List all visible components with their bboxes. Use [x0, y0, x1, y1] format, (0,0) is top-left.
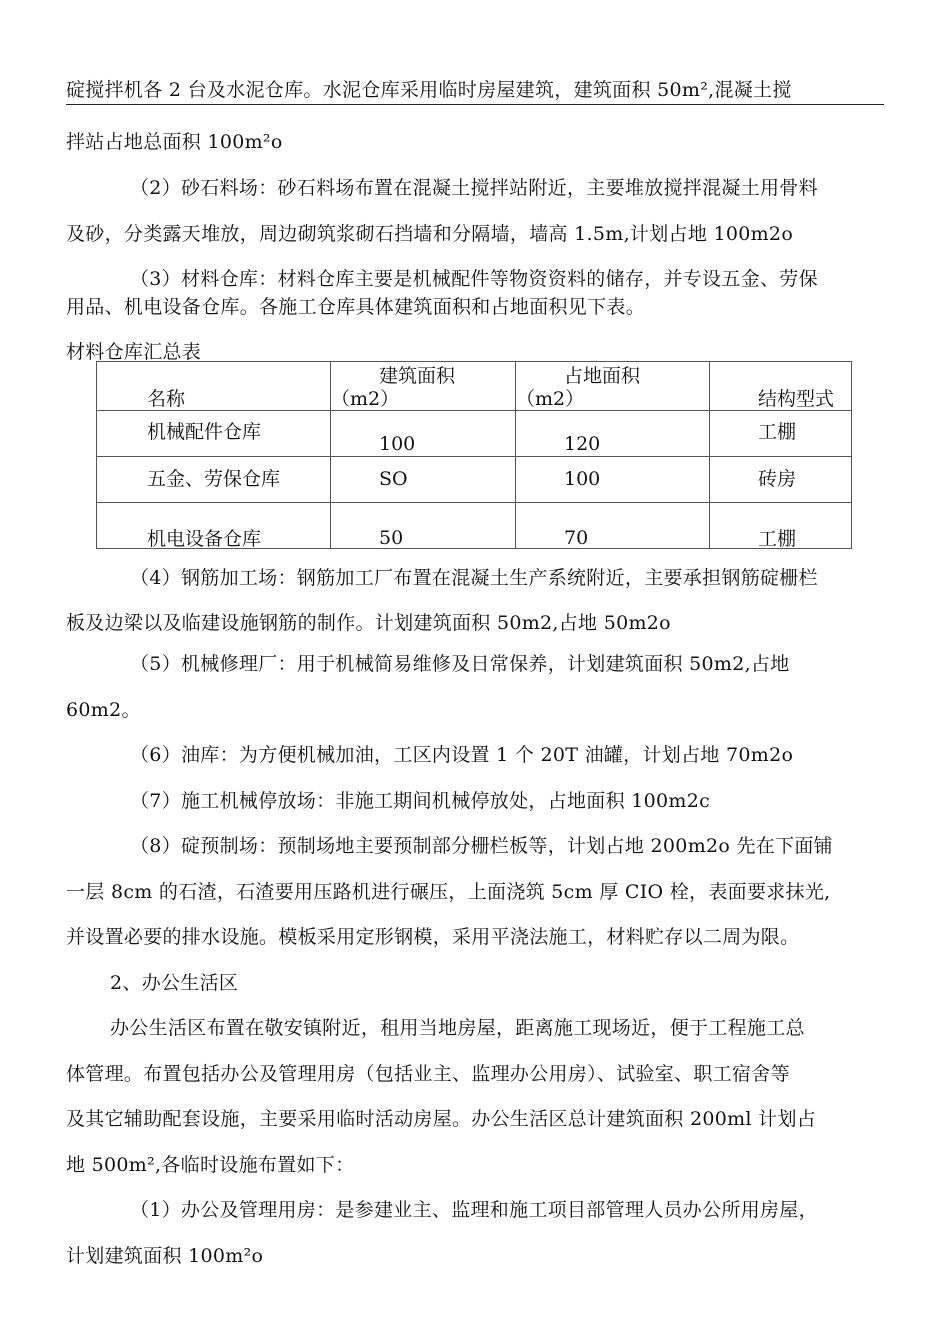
body-line: 板及边梁以及临建设施钢筋的制作。计划建筑面积 50m2,占地 50m2o	[66, 612, 671, 634]
body-line: （1）办公及管理用房：是参建业主、监理和施工项目部管理人员办公所用房屋，	[130, 1199, 818, 1221]
row-name-cell	[97, 411, 331, 457]
row-name: 五金、劳保仓库	[147, 468, 281, 490]
table-header-row	[97, 362, 852, 411]
row-structure: 工棚	[758, 528, 797, 550]
row-land-area: 100	[564, 468, 601, 490]
header-name: 名称	[147, 388, 186, 410]
table-row	[97, 503, 852, 549]
body-line: （6）油库：为方便机械加油，工区内设置 1 个 20T 油罐，计划占地 70m2o	[130, 744, 794, 766]
table-row	[97, 457, 852, 503]
row-name-cell	[97, 503, 331, 549]
row-structure: 砖房	[758, 468, 797, 490]
row-name-cell	[97, 457, 331, 503]
header-rule	[66, 104, 884, 105]
body-line: （2）砂石料场：砂石料场布置在混凝土搅拌站附近，主要堆放搅拌混凝土用骨料	[130, 177, 818, 199]
body-line: 碇搅拌机各 2 台及水泥仓库。水泥仓库采用临时房屋建筑，建筑面积 50m²,混凝土搅	[66, 79, 792, 101]
table-row	[97, 411, 852, 457]
body-line: 体管理。布置包括办公及管理用房（包括业主、监理办公用房）、试验室、职工宿舍等	[66, 1063, 790, 1085]
header-structure: 结构型式	[758, 388, 835, 410]
row-land-area: 120	[564, 433, 601, 455]
row-build-cell	[331, 411, 516, 457]
row-structure-cell	[710, 411, 852, 457]
header-build-area-unit: （m2）	[331, 388, 400, 410]
row-land-area: 70	[564, 527, 589, 549]
material-warehouse-table	[96, 361, 852, 549]
body-line: 用品、机电设备仓库。各施工仓库具体建筑面积和占地面积见下表。	[66, 296, 646, 318]
body-line: 办公生活区布置在敬安镇附近，租用当地房屋，距离施工现场近，便于工程施工总	[110, 1017, 805, 1039]
body-line: 及其它辅助配套设施，主要采用临时活动房屋。办公生活区总计建筑面积 200ml 计划占	[66, 1108, 817, 1130]
row-build-cell	[331, 503, 516, 549]
body-line: （7）施工机械停放场：非施工期间机械停放处，占地面积 100m2c	[130, 790, 711, 812]
row-build-area: SO	[379, 468, 408, 490]
row-build-area: 100	[379, 433, 416, 455]
header-land-area-unit: （m2）	[516, 388, 585, 410]
row-land-cell	[516, 411, 710, 457]
body-line: 地 500m²,各临时设施布置如下：	[66, 1154, 355, 1176]
header-build-area: 建筑面积	[379, 365, 456, 387]
body-line: 并设置必要的排水设施。模板采用定形钢模，采用平浇法施工，材料贮存以二周为限。	[66, 926, 800, 948]
header-cell-land-area	[516, 362, 710, 411]
row-structure-cell	[710, 503, 852, 549]
body-line: （8）碇预制场：预制场地主要预制部分栅栏板等，计划占地 200m2o 先在下面铺	[130, 835, 833, 857]
section-heading: 2、办公生活区	[110, 972, 239, 994]
body-line: 计划建筑面积 100m²o	[66, 1245, 264, 1267]
body-line: 一层 8cm 的石渣，石渣要用压路机进行碾压，上面浇筑 5cm 厚 CIO 栓，表面要求抹光,	[66, 881, 831, 903]
header-land-area: 占地面积	[564, 365, 641, 387]
table-title: 材料仓库汇总表	[66, 341, 202, 363]
body-line: 60m2。	[66, 699, 141, 721]
row-build-cell	[331, 457, 516, 503]
header-cell-build-area	[331, 362, 516, 411]
row-name: 机械配件仓库	[147, 421, 262, 443]
row-land-cell	[516, 503, 710, 549]
body-line: （4）钢筋加工场：钢筋加工厂布置在混凝土生产系统附近，主要承担钢筋碇栅栏	[130, 567, 818, 589]
body-line: （3）材料仓库：材料仓库主要是机械配件等物资资料的储存，并专设五金、劳保	[130, 268, 818, 290]
header-cell-structure	[710, 362, 852, 411]
row-build-area: 50	[379, 527, 404, 549]
body-line: 及砂，分类露天堆放，周边砌筑浆砌石挡墙和分隔墙，墙高 1.5m,计划占地 100m2o	[66, 223, 794, 245]
row-land-cell	[516, 457, 710, 503]
row-structure: 工棚	[758, 421, 797, 443]
row-name: 机电设备仓库	[147, 528, 262, 550]
row-structure-cell	[710, 457, 852, 503]
body-line: 拌站占地总面积 100m²o	[66, 131, 283, 153]
header-cell-name	[97, 362, 331, 411]
body-line: （5）机械修理厂：用于机械简易维修及日常保养，计划建筑面积 50m2,占地	[130, 653, 790, 675]
